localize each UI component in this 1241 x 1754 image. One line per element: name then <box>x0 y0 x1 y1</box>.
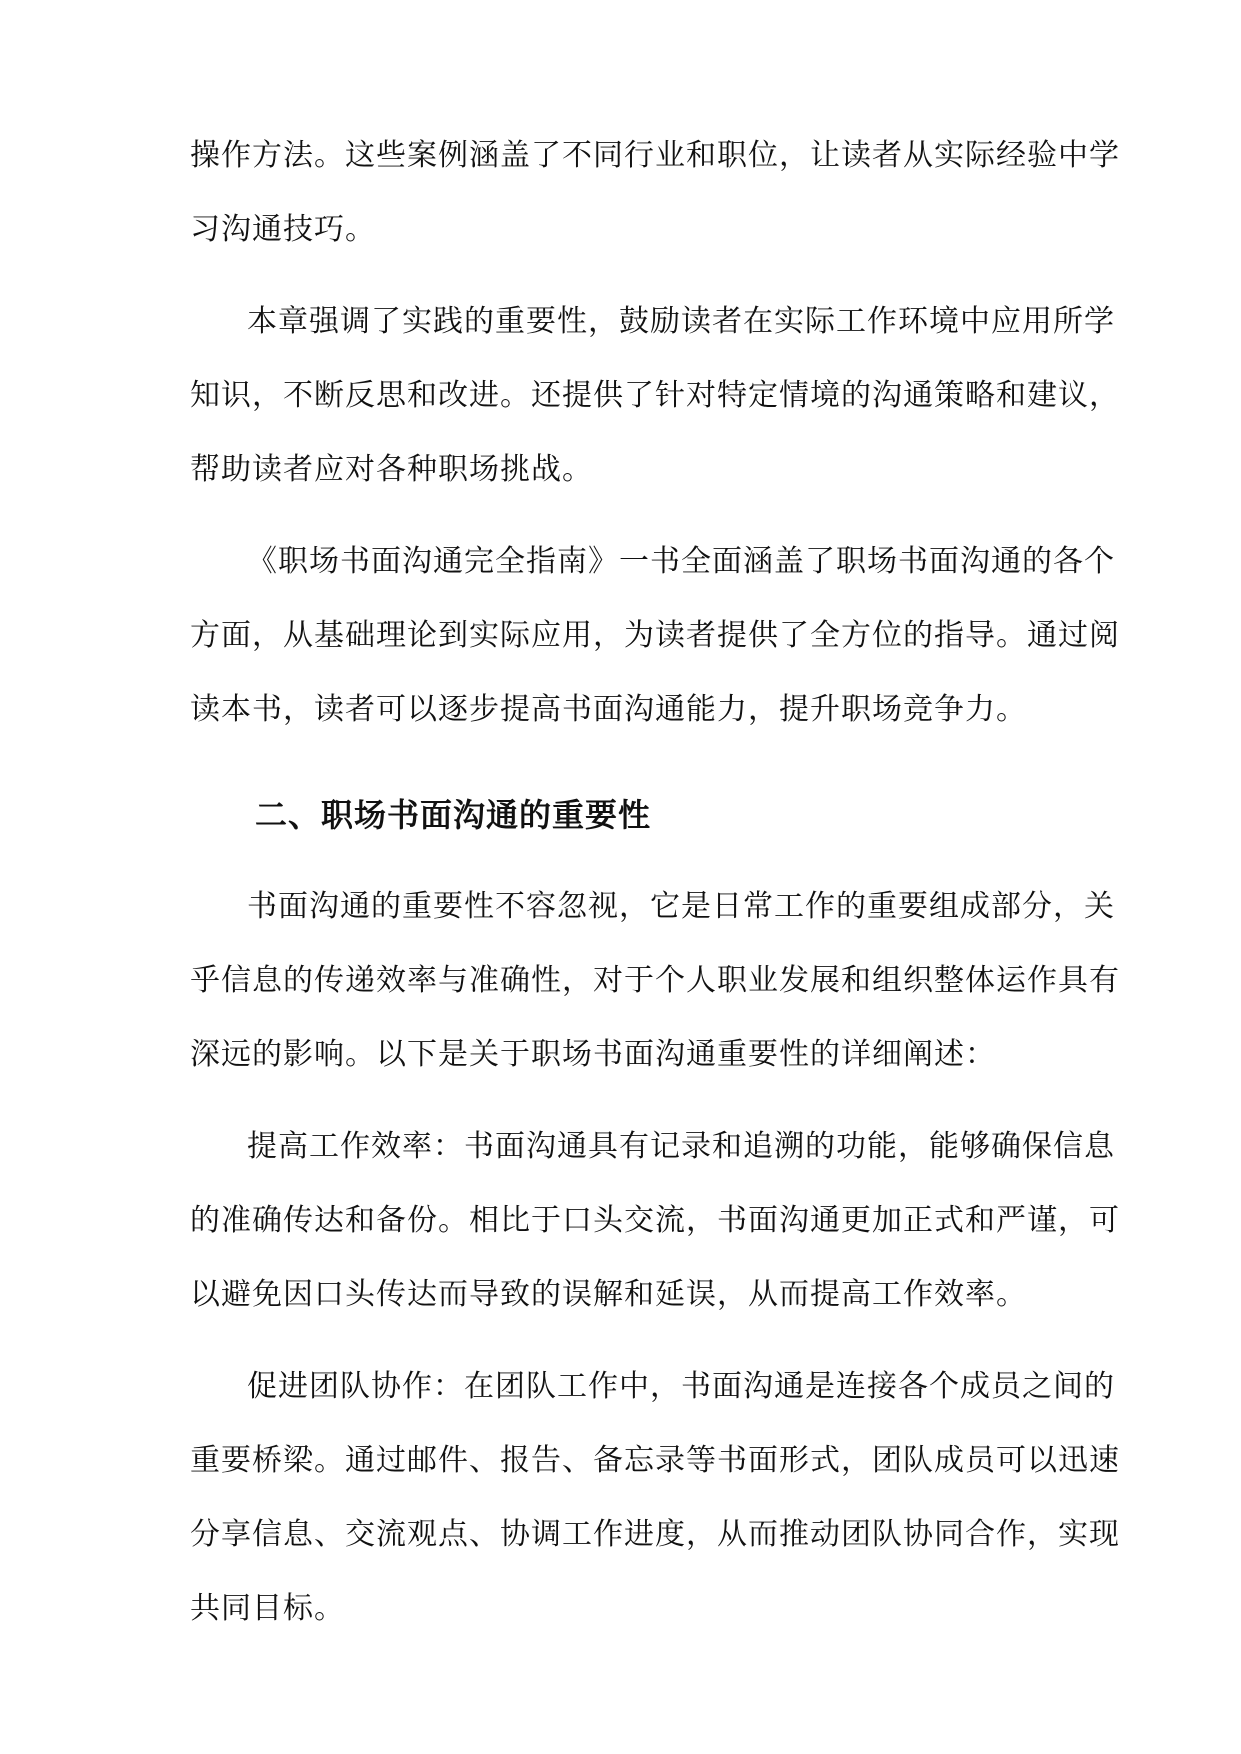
paragraph-line: 方面，从基础理论到实际应用，为读者提供了全方位的指导。通过阅 <box>190 618 1120 653</box>
paragraph-line: 知识，不断反思和改进。还提供了针对特定情境的沟通策略和建议， <box>190 378 1120 413</box>
paragraph-line: 的准确传达和备份。相比于口头交流，书面沟通更加正式和严谨，可 <box>190 1203 1120 1238</box>
paragraph-line: 习沟通技巧。 <box>190 212 376 247</box>
paragraph-line: 促进团队协作：在团队工作中，书面沟通是连接各个成员之间的 <box>247 1369 1115 1404</box>
paragraph-line: 操作方法。这些案例涵盖了不同行业和职位，让读者从实际经验中学 <box>190 138 1120 173</box>
paragraph-line: 分享信息、交流观点、协调工作进度，从而推动团队协同合作，实现 <box>190 1517 1120 1552</box>
paragraph-line: 深远的影响。以下是关于职场书面沟通重要性的详细阐述： <box>190 1037 996 1072</box>
paragraph-line: 书面沟通的重要性不容忽视，它是日常工作的重要组成部分，关 <box>247 889 1115 924</box>
paragraph-line: 乎信息的传递效率与准确性，对于个人职业发展和组织整体运作具有 <box>190 963 1120 998</box>
paragraph-line: 《职场书面沟通完全指南》一书全面涵盖了职场书面沟通的各个 <box>247 544 1115 579</box>
paragraph-line: 读本书，读者可以逐步提高书面沟通能力，提升职场竞争力。 <box>190 692 1027 727</box>
paragraph-line: 以避免因口头传达而导致的误解和延误，从而提高工作效率。 <box>190 1277 1027 1312</box>
paragraph-line: 提高工作效率：书面沟通具有记录和追溯的功能，能够确保信息 <box>247 1129 1115 1164</box>
paragraph-line: 重要桥梁。通过邮件、报告、备忘录等书面形式，团队成员可以迅速 <box>190 1443 1120 1478</box>
section-heading: 二、职场书面沟通的重要性 <box>255 796 652 834</box>
paragraph-line: 共同目标。 <box>190 1591 345 1626</box>
paragraph-line: 本章强调了实践的重要性，鼓励读者在实际工作环境中应用所学 <box>247 304 1115 339</box>
paragraph-line: 帮助读者应对各种职场挑战。 <box>190 452 593 487</box>
